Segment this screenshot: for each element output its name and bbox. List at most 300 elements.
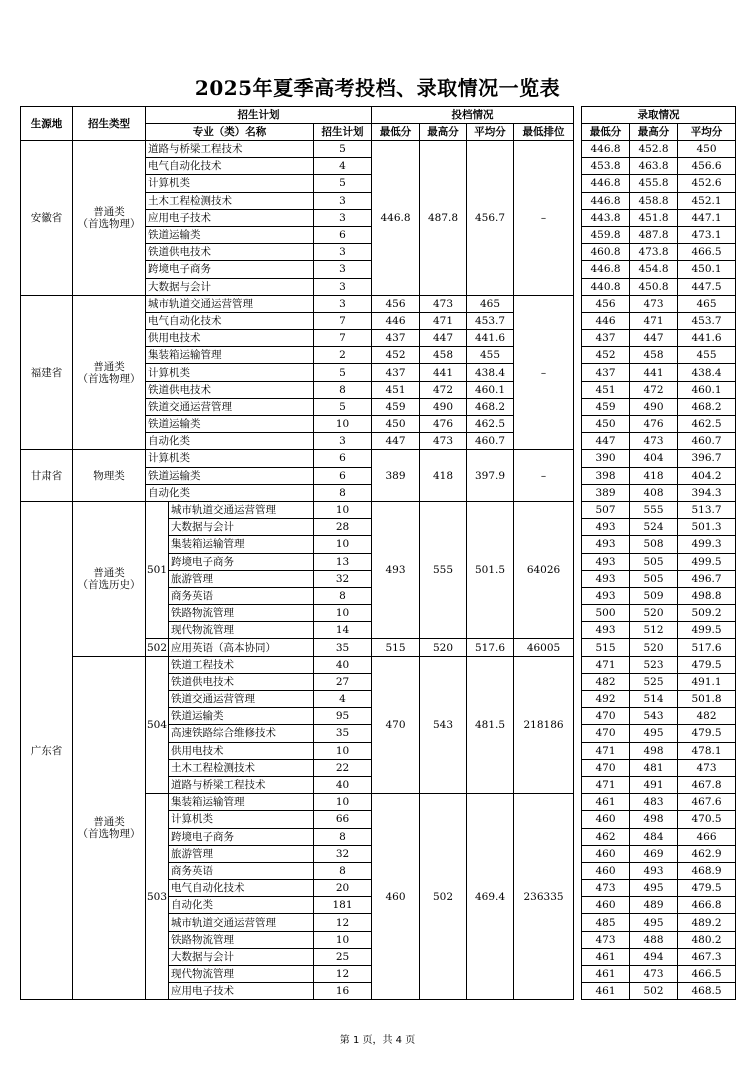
luqu-min: 446.8 [582, 141, 630, 158]
header-gap [574, 107, 582, 141]
major-name: 土木工程检测技术 [169, 759, 314, 776]
toudang-min-rank: 218186 [514, 656, 574, 794]
luqu-max: 520 [630, 605, 678, 622]
major-name: 铁道工程技术 [169, 656, 314, 673]
column-gap [574, 261, 582, 278]
luqu-avg: 468.5 [678, 983, 736, 1000]
luqu-avg: 453.7 [678, 312, 736, 329]
column-gap [574, 931, 582, 948]
major-name: 旅游管理 [169, 570, 314, 587]
table-row [21, 501, 736, 518]
luqu-avg: 456.6 [678, 158, 736, 175]
plan-count: 8 [314, 828, 372, 845]
plan-count: 5 [314, 364, 372, 381]
luqu-min: 461 [582, 983, 630, 1000]
major-name: 跨境电子商务 [169, 828, 314, 845]
toudang-min: 446 [372, 312, 420, 329]
luqu-min: 470 [582, 708, 630, 725]
column-gap [574, 312, 582, 329]
plan-count: 6 [314, 450, 372, 467]
luqu-avg: 499.5 [678, 553, 736, 570]
plan-count: 25 [314, 948, 372, 965]
luqu-min: 443.8 [582, 209, 630, 226]
luqu-max: 450.8 [630, 278, 678, 295]
luqu-max: 505 [630, 570, 678, 587]
column-gap [574, 828, 582, 845]
plan-count: 10 [314, 416, 372, 433]
luqu-avg: 467.8 [678, 776, 736, 793]
column-gap [574, 759, 582, 776]
luqu-avg: 450 [678, 141, 736, 158]
luqu-max: 484 [630, 828, 678, 845]
column-gap [574, 501, 582, 518]
luqu-min: 447 [582, 433, 630, 450]
plan-count: 10 [314, 536, 372, 553]
luqu-max: 483 [630, 794, 678, 811]
luqu-avg: 470.5 [678, 811, 736, 828]
luqu-min: 493 [582, 519, 630, 536]
luqu-min: 462 [582, 828, 630, 845]
plan-count: 3 [314, 244, 372, 261]
luqu-avg: 499.3 [678, 536, 736, 553]
luqu-min: 437 [582, 364, 630, 381]
toudang-min-rank: 236335 [514, 794, 574, 1000]
table-row [21, 141, 736, 158]
toudang-min: 437 [372, 330, 420, 347]
luqu-avg: 460.7 [678, 433, 736, 450]
toudang-avg: 455 [467, 347, 514, 364]
luqu-avg: 509.2 [678, 605, 736, 622]
plan-count: 5 [314, 398, 372, 415]
major-name: 高速铁路综合维修技术 [169, 725, 314, 742]
column-gap [574, 330, 582, 347]
luqu-min: 461 [582, 794, 630, 811]
luqu-min: 446 [582, 312, 630, 329]
luqu-avg: 498.8 [678, 587, 736, 604]
luqu-min: 493 [582, 587, 630, 604]
column-gap [574, 450, 582, 467]
column-gap [574, 416, 582, 433]
major-name: 跨境电子商务 [146, 261, 314, 278]
luqu-min: 471 [582, 776, 630, 793]
luqu-avg: 466.8 [678, 897, 736, 914]
major-name: 土木工程检测技术 [146, 192, 314, 209]
column-gap [574, 364, 582, 381]
header-major: 专业（类）名称 [146, 124, 314, 141]
column-gap [574, 948, 582, 965]
major-name: 自动化类 [169, 897, 314, 914]
luqu-max: 458 [630, 347, 678, 364]
luqu-max: 473.8 [630, 244, 678, 261]
luqu-max: 451.8 [630, 209, 678, 226]
header-luqu-group: 录取情况 [582, 107, 736, 124]
major-name: 计算机类 [146, 175, 314, 192]
origin-province: 甘肃省 [21, 450, 73, 502]
plan-count: 10 [314, 794, 372, 811]
header-plan: 招生计划 [314, 124, 372, 141]
table-row [21, 295, 736, 312]
luqu-min: 492 [582, 691, 630, 708]
column-gap [574, 691, 582, 708]
major-name: 供用电技术 [169, 742, 314, 759]
toudang-min-rank: – [514, 141, 574, 296]
major-name: 大数据与会计 [146, 278, 314, 295]
toudang-min: 451 [372, 381, 420, 398]
plan-count: 20 [314, 880, 372, 897]
major-name: 应用英语（高本协同） [169, 639, 314, 656]
major-name: 城市轨道交通运营管理 [169, 501, 314, 518]
major-name: 铁道交通运营管理 [169, 691, 314, 708]
toudang-min-rank: 64026 [514, 501, 574, 639]
toudang-min: 470 [372, 656, 420, 794]
column-gap [574, 708, 582, 725]
admission-type: 普通类 （首选物理） [73, 656, 146, 1000]
luqu-max: 494 [630, 948, 678, 965]
admission-table [20, 106, 736, 1000]
luqu-avg: 455 [678, 347, 736, 364]
plan-count: 13 [314, 553, 372, 570]
luqu-min: 460 [582, 897, 630, 914]
column-gap [574, 862, 582, 879]
column-gap [574, 605, 582, 622]
luqu-max: 495 [630, 725, 678, 742]
luqu-min: 482 [582, 673, 630, 690]
origin-province: 广东省 [21, 501, 73, 999]
toudang-avg: 469.4 [467, 794, 514, 1000]
luqu-min: 470 [582, 725, 630, 742]
major-name: 铁道运输类 [169, 708, 314, 725]
luqu-min: 493 [582, 622, 630, 639]
plan-count: 7 [314, 312, 372, 329]
plan-count: 95 [314, 708, 372, 725]
toudang-min: 459 [372, 398, 420, 415]
luqu-max: 476 [630, 416, 678, 433]
luqu-avg: 478.1 [678, 742, 736, 759]
page-title: 2025年夏季高考投档、录取情况一览表 [194, 76, 561, 100]
luqu-avg: 462.9 [678, 845, 736, 862]
luqu-avg: 466 [678, 828, 736, 845]
luqu-min: 471 [582, 656, 630, 673]
luqu-max: 452.8 [630, 141, 678, 158]
luqu-max: 488 [630, 931, 678, 948]
plan-count: 5 [314, 175, 372, 192]
luqu-min: 470 [582, 759, 630, 776]
luqu-min: 389 [582, 484, 630, 501]
luqu-avg: 467.3 [678, 948, 736, 965]
luqu-avg: 441.6 [678, 330, 736, 347]
major-name: 跨境电子商务 [169, 553, 314, 570]
luqu-max: 505 [630, 553, 678, 570]
plan-count: 35 [314, 639, 372, 656]
column-gap [574, 656, 582, 673]
luqu-avg: 396.7 [678, 450, 736, 467]
major-name: 铁道供电技术 [146, 381, 314, 398]
major-name: 计算机类 [146, 364, 314, 381]
plan-count: 35 [314, 725, 372, 742]
luqu-min: 440.8 [582, 278, 630, 295]
column-gap [574, 244, 582, 261]
plan-count: 10 [314, 931, 372, 948]
toudang-max: 418 [420, 450, 467, 502]
luqu-max: 525 [630, 673, 678, 690]
major-name: 商务英语 [169, 862, 314, 879]
luqu-min: 460 [582, 862, 630, 879]
toudang-min: 460 [372, 794, 420, 1000]
luqu-min: 473 [582, 931, 630, 948]
luqu-max: 498 [630, 811, 678, 828]
toudang-max: 447 [420, 330, 467, 347]
luqu-max: 543 [630, 708, 678, 725]
luqu-avg: 496.7 [678, 570, 736, 587]
admission-type: 普通类 （首选历史） [73, 501, 146, 656]
major-name: 电气自动化技术 [146, 312, 314, 329]
luqu-min: 473 [582, 880, 630, 897]
column-gap [574, 811, 582, 828]
toudang-max: 473 [420, 433, 467, 450]
luqu-avg: 447.1 [678, 209, 736, 226]
plan-count: 28 [314, 519, 372, 536]
toudang-avg: 501.5 [467, 501, 514, 639]
toudang-avg: 456.7 [467, 141, 514, 296]
column-gap [574, 897, 582, 914]
luqu-avg: 473.1 [678, 226, 736, 243]
major-name: 供用电技术 [146, 330, 314, 347]
luqu-min: 459 [582, 398, 630, 415]
toudang-avg: 465 [467, 295, 514, 312]
plan-count: 8 [314, 381, 372, 398]
luqu-avg: 479.5 [678, 656, 736, 673]
luqu-min: 452 [582, 347, 630, 364]
plan-count: 181 [314, 897, 372, 914]
luqu-avg: 466.5 [678, 966, 736, 983]
luqu-max: 471 [630, 312, 678, 329]
header-luqu-avg: 平均分 [678, 124, 736, 141]
luqu-avg: 465 [678, 295, 736, 312]
luqu-max: 473 [630, 433, 678, 450]
toudang-avg: 517.6 [467, 639, 514, 656]
luqu-max: 418 [630, 467, 678, 484]
column-gap [574, 983, 582, 1000]
toudang-avg: 397.9 [467, 450, 514, 502]
luqu-min: 507 [582, 501, 630, 518]
group-code: 502 [146, 639, 169, 656]
plan-count: 12 [314, 966, 372, 983]
plan-count: 10 [314, 605, 372, 622]
toudang-min: 493 [372, 501, 420, 639]
major-name: 商务英语 [169, 587, 314, 604]
header-toudang-min: 最低分 [372, 124, 420, 141]
column-gap [574, 639, 582, 656]
column-gap [574, 209, 582, 226]
toudang-max: 458 [420, 347, 467, 364]
header-luqu-max: 最高分 [630, 124, 678, 141]
plan-count: 3 [314, 261, 372, 278]
group-code: 501 [146, 501, 169, 639]
plan-count: 32 [314, 570, 372, 587]
major-name: 集装箱运输管理 [169, 536, 314, 553]
toudang-max: 502 [420, 794, 467, 1000]
luqu-min: 446.8 [582, 175, 630, 192]
luqu-min: 459.8 [582, 226, 630, 243]
major-name: 铁道供电技术 [146, 244, 314, 261]
luqu-max: 493 [630, 862, 678, 879]
luqu-max: 502 [630, 983, 678, 1000]
column-gap [574, 278, 582, 295]
luqu-avg: 489.2 [678, 914, 736, 931]
toudang-max: 520 [420, 639, 467, 656]
plan-count: 12 [314, 914, 372, 931]
luqu-min: 450 [582, 416, 630, 433]
luqu-min: 446.8 [582, 261, 630, 278]
major-name: 城市轨道交通运营管理 [146, 295, 314, 312]
plan-count: 3 [314, 278, 372, 295]
luqu-max: 481 [630, 759, 678, 776]
toudang-min: 450 [372, 416, 420, 433]
major-name: 铁道交通运营管理 [146, 398, 314, 415]
header-toudang-group: 投档情况 [372, 107, 574, 124]
toudang-min: 447 [372, 433, 420, 450]
luqu-min: 460 [582, 845, 630, 862]
column-gap [574, 914, 582, 931]
column-gap [574, 433, 582, 450]
luqu-avg: 460.1 [678, 381, 736, 398]
header-type: 招生类型 [73, 107, 146, 141]
toudang-min: 389 [372, 450, 420, 502]
luqu-min: 471 [582, 742, 630, 759]
major-name: 应用电子技术 [169, 983, 314, 1000]
admission-type: 普通类 （首选物理） [73, 141, 146, 296]
major-name: 现代物流管理 [169, 966, 314, 983]
luqu-max: 472 [630, 381, 678, 398]
luqu-max: 455.8 [630, 175, 678, 192]
plan-count: 5 [314, 141, 372, 158]
major-name: 现代物流管理 [169, 622, 314, 639]
table-row [21, 656, 736, 673]
major-name: 大数据与会计 [169, 948, 314, 965]
luqu-max: 491 [630, 776, 678, 793]
column-gap [574, 794, 582, 811]
plan-count: 10 [314, 742, 372, 759]
plan-count: 10 [314, 501, 372, 518]
toudang-min-rank: 46005 [514, 639, 574, 656]
luqu-avg: 452.6 [678, 175, 736, 192]
admission-type: 普通类 （首选物理） [73, 295, 146, 450]
luqu-avg: 513.7 [678, 501, 736, 518]
toudang-min: 446.8 [372, 141, 420, 296]
luqu-min: 460 [582, 811, 630, 828]
luqu-min: 500 [582, 605, 630, 622]
major-name: 铁路物流管理 [169, 605, 314, 622]
header-toudang-avg: 平均分 [467, 124, 514, 141]
luqu-avg: 438.4 [678, 364, 736, 381]
luqu-avg: 499.5 [678, 622, 736, 639]
luqu-max: 458.8 [630, 192, 678, 209]
column-gap [574, 192, 582, 209]
origin-province: 福建省 [21, 295, 73, 450]
plan-count: 3 [314, 295, 372, 312]
luqu-min: 485 [582, 914, 630, 931]
luqu-max: 441 [630, 364, 678, 381]
luqu-max: 473 [630, 966, 678, 983]
luqu-max: 495 [630, 880, 678, 897]
luqu-max: 520 [630, 639, 678, 656]
column-gap [574, 570, 582, 587]
toudang-max: 472 [420, 381, 467, 398]
luqu-min: 437 [582, 330, 630, 347]
luqu-avg: 501.8 [678, 691, 736, 708]
luqu-avg: 479.5 [678, 725, 736, 742]
page-footer: 第 1 页，共 4 页 [339, 1035, 416, 1046]
plan-count: 32 [314, 845, 372, 862]
luqu-min: 493 [582, 570, 630, 587]
table-row [21, 450, 736, 467]
column-gap [574, 175, 582, 192]
plan-count: 6 [314, 467, 372, 484]
luqu-avg: 468.2 [678, 398, 736, 415]
luqu-max: 447 [630, 330, 678, 347]
luqu-max: 408 [630, 484, 678, 501]
column-gap [574, 347, 582, 364]
toudang-max: 487.8 [420, 141, 467, 296]
luqu-min: 446.8 [582, 192, 630, 209]
luqu-max: 473 [630, 295, 678, 312]
plan-count: 3 [314, 209, 372, 226]
luqu-min: 398 [582, 467, 630, 484]
luqu-max: 489 [630, 897, 678, 914]
major-name: 大数据与会计 [169, 519, 314, 536]
luqu-avg: 501.3 [678, 519, 736, 536]
header-origin: 生源地 [21, 107, 73, 141]
plan-count: 16 [314, 983, 372, 1000]
toudang-min-rank: – [514, 450, 574, 502]
column-gap [574, 158, 582, 175]
luqu-min: 451 [582, 381, 630, 398]
toudang-min: 515 [372, 639, 420, 656]
header-luqu-min: 最低分 [582, 124, 630, 141]
luqu-max: 508 [630, 536, 678, 553]
plan-count: 4 [314, 158, 372, 175]
major-name: 计算机类 [146, 450, 314, 467]
luqu-max: 523 [630, 656, 678, 673]
column-gap [574, 226, 582, 243]
table-body [21, 141, 736, 1000]
plan-count: 6 [314, 226, 372, 243]
major-name: 电气自动化技术 [169, 880, 314, 897]
luqu-avg: 482 [678, 708, 736, 725]
luqu-min: 515 [582, 639, 630, 656]
toudang-avg: 460.7 [467, 433, 514, 450]
column-gap [574, 622, 582, 639]
luqu-min: 460.8 [582, 244, 630, 261]
toudang-max: 441 [420, 364, 467, 381]
toudang-avg: 453.7 [467, 312, 514, 329]
toudang-avg: 462.5 [467, 416, 514, 433]
luqu-max: 509 [630, 587, 678, 604]
major-name: 城市轨道交通运营管理 [169, 914, 314, 931]
column-gap [574, 398, 582, 415]
column-gap [574, 536, 582, 553]
plan-count: 40 [314, 656, 372, 673]
plan-count: 4 [314, 691, 372, 708]
group-code: 503 [146, 794, 169, 1000]
luqu-avg: 450.1 [678, 261, 736, 278]
luqu-avg: 447.5 [678, 278, 736, 295]
plan-count: 8 [314, 587, 372, 604]
column-gap [574, 776, 582, 793]
toudang-max: 555 [420, 501, 467, 639]
major-name: 铁道运输类 [146, 416, 314, 433]
major-name: 自动化类 [146, 484, 314, 501]
